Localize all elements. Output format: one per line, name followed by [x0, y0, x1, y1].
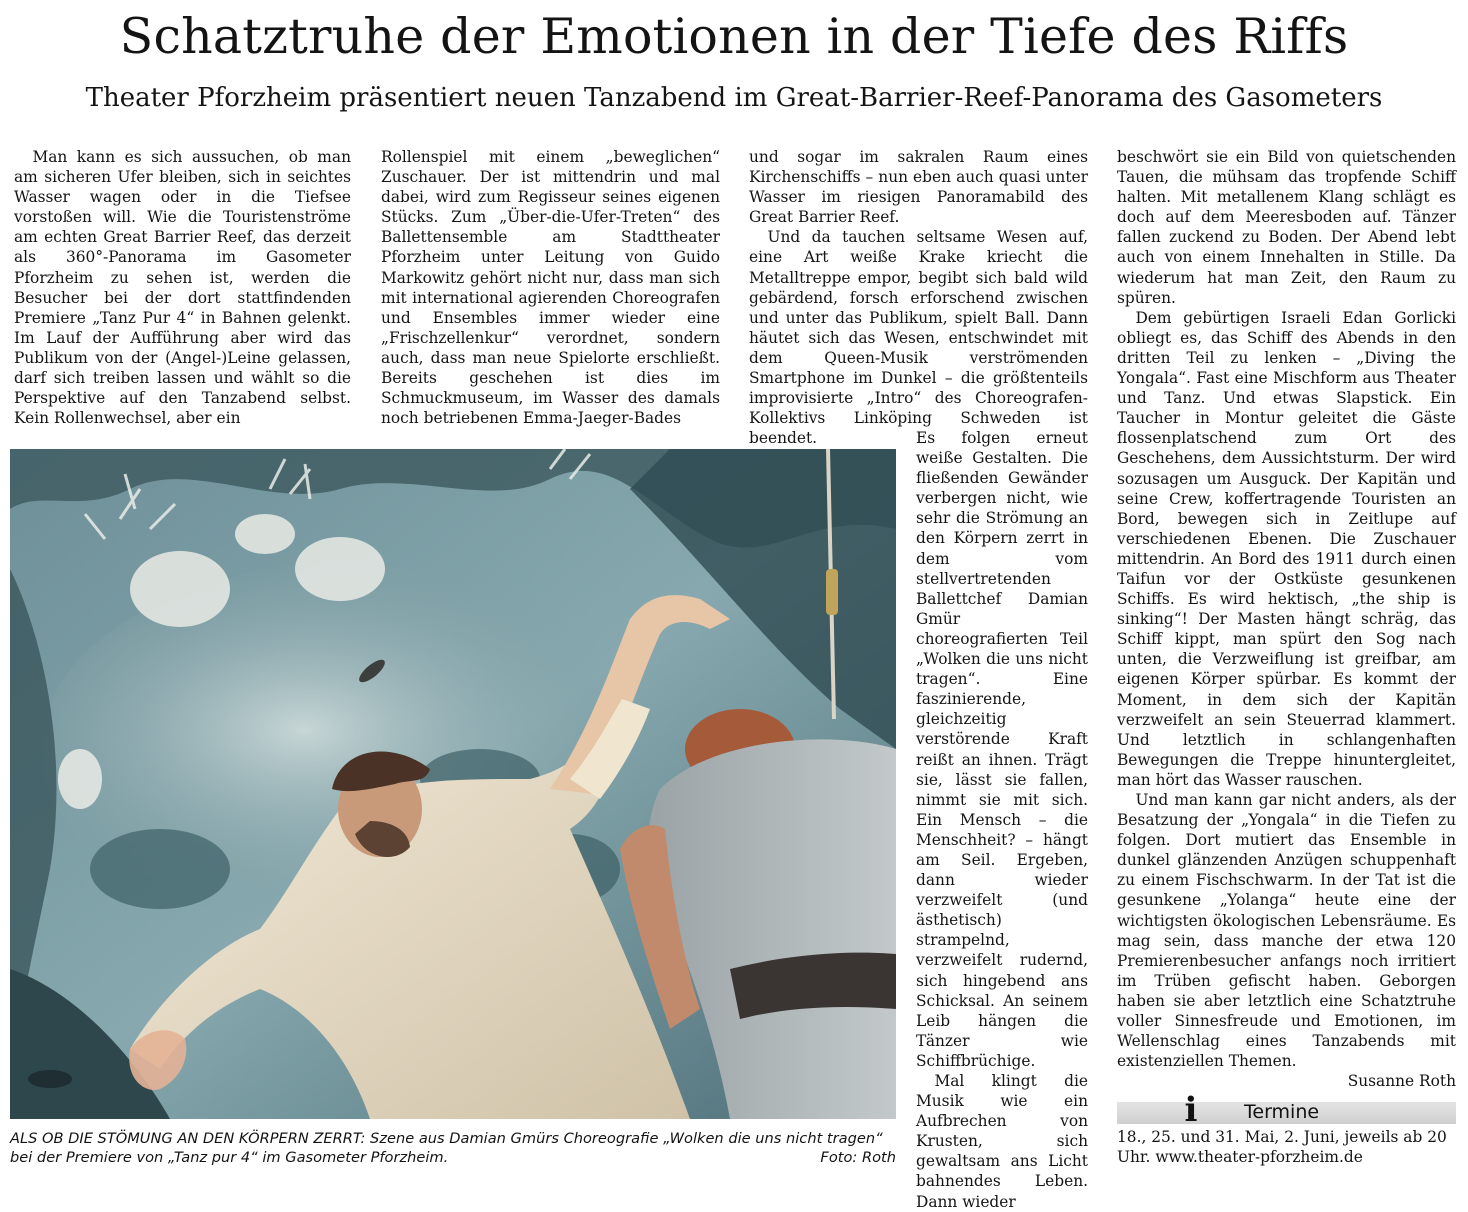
- reef-dance-scene-illustration: [10, 449, 896, 1119]
- article-column-3-narrow: [916, 428, 1088, 1212]
- author-byline: Susanne Roth: [1347, 1072, 1456, 1091]
- photo-credit: Foto: Roth: [820, 1149, 896, 1166]
- paragraph-5: Es folgen erneut weiße Gestalten. Die fließenden Gewänder verbergen nicht, wie sehr die Strömung an den Körpern zerrt in dem vom stellvertretenden Ballettchef Damian Gmür choreografierten Teil „Wolken die uns nicht tragen“. Eine faszinierende, gleichzeitig verstörende Kraft reißt an ihnen. Trägt sie, lässt sie fallen, nimmt sie mit sich. Ein Mensch – die Menschheit? – hängt am Seil. Ergeben, dann wieder verzweifelt (und ästhetisch) strampelnd, verzweifelt rudernd, sich hingebend ans Schicksal. An seinem Leib hängen die Tänzer wie Schiffbrüchige.: [916, 429, 1088, 1070]
- photo-caption: [10, 1129, 896, 1167]
- termine-label: Termine: [1244, 1101, 1320, 1123]
- article-column-1: [14, 147, 351, 428]
- paragraph-6: Mal klingt die Musik wie ein Aufbrechen von Krusten, sich gewaltsam ans Licht bahnendes Leben. Dann wieder: [916, 1072, 1088, 1211]
- paragraph-8: Dem gebürtigen Israeli Edan Gorlicki obliegt es, das Schiff des Abends in den dritten Teil zu lenken – „Diving the Yongala“. Fast eine Mischform aus Theater und Tanz. Und etwas Slapstick. Ein Taucher in Montur geleitet die Gäste flossenplatschend zum Ort des Geschehens, dem Aussichtsturm. Der wird sozusagen um Ausguck. Der Kapitän und seine Crew, koffertragende Touristen an Bord, bewegen sich in Zeitlupe auf verschiedenen Ebenen. Die Zuschauer mittendrin. An Bord des 1911 durch einen Taifun vor der Ostküste gesunkenen Schiffs. Es wird hektisch, „the ship is sinking“! Der Masten hängt schräg, das Schiff kippt, man spürt den Sog nach unten, die Verzweiflung ist greifbar, am eigenen Körper spürbar. Es kommt der Moment, in dem sich der Kapitän verzweifelt an sein Steuerrad klammert. Und letztlich in schlangenhaften Bewegungen die Treppe hinuntergleitet, man hört das Wasser rauschen.: [1117, 308, 1456, 789]
- paragraph-7: beschwört sie ein Bild von quietschenden Tauen, die mühsam das tropfende Schiff halten. Mit metallenem Klang schlägt es doch auf dem Meeresboden auf. Tänzer fallen zuckend zu Boden. Der Abend lebt auch von einem Innehalten in Stille. Da wiederum hat man Zeit, den Raum zu spüren.: [1117, 148, 1456, 307]
- headline: Schatztruhe der Emotionen in der Tiefe des Riffs: [119, 8, 1349, 65]
- paragraph-2: Rollenspiel mit einem „beweglichen“ Zuschauer. Der ist mittendrin und mal dabei, wird zum Regisseur seines eigenen Stücks. Zum „Über-die-Ufer-Treten“ des Ballettensemble am Stadttheater Pforzheim unter Leitung von Guido Markowitz gehört nicht nur, dass man sich mit international agierenden Choreografen und Ensembles immer wieder eine „Frischzellenkur“ verordnet, sondern auch, dass man neue Spielorte erschließt. Bereits geschehen ist dies im Schmuckmuseum, im Wasser des damals noch betriebenen Emma-Jaeger-Bades: [381, 148, 720, 428]
- article-photo: [10, 449, 896, 1119]
- paragraph-3: und sogar im sakralen Raum eines Kirchenschiffs – nun eben auch quasi unter Wasser im riesigen Panoramabild des Great Barrier Reef.: [749, 148, 1088, 227]
- termine-dates: 18., 25. und 31. Mai, 2. Juni, jeweils ab 20 Uhr. www.theater-pforzheim.de: [1117, 1128, 1447, 1167]
- article-column-3: [749, 147, 1088, 448]
- paragraph-4: Und da tauchen seltsame Wesen auf, eine Art weiße Krake kriecht die Metalltreppe empor, begibt sich bald wild gebärdend, forsch erforschend zwischen und unter das Publikum, spielt Ball. Dann häutet sich das Wesen, entschwindet mit dem Queen-Musik verströmenden Smartphone im Dunkel – die größtenteils improvisierte „Intro“ des Choreografen-Kollektivs Linköping Schweden ist beendet.: [749, 228, 1088, 448]
- article-column-4: [1117, 147, 1456, 1091]
- caption-text: ALS OB DIE STÖMUNG AN DEN KÖRPERN ZERRT: Szene aus Damian Gmürs Choreografie „Wolken die uns nicht tragen“ bei der Premiere von „Tanz pur 4“ im Gasometer Pforzheim.: [10, 1130, 883, 1166]
- article-column-2: [381, 147, 720, 428]
- paragraph-1: Man kann es sich aussuchen, ob man am sicheren Ufer bleiben, sich in seichtes Wasser wagen oder in die Tiefsee vorstoßen will. Wie die Touristenströme am echten Great Barrier Reef, das derzeit als 360°-Panorama im Gasometer Pforzheim zu sehen ist, werden die Besucher bei der dort stattfindenden Premiere „Tanz Pur 4“ in Bahnen gelenkt. Im Lauf der Aufführung aber wird das Publikum von der (Angel-)Leine gelassen, darf sich treiben lassen und wählt so die Perspektive auf den Tanzabend selbst. Kein Rollenwechsel, aber ein: [14, 148, 351, 428]
- paragraph-9: Und man kann gar nicht anders, als der Besatzung der „Yongala“ in die Tiefen zu folgen. Dort mutiert das Ensemble in dunkel glänzenden Anzügen schuppenhaft zu einem Fischschwarm. In der Tat ist die gesunkene „Yolanga“ heute eine der wichtigsten ökologischen Lebensräume. Es mag sein, dass manche der etwa 120 Premierenbesucher anfangs noch irritiert im Trüben gefischt haben. Geborgen haben sie aber letztlich eine Schatztruhe voller Sinnesfreude und Emotionen, im Wellenschlag eines Tanzabends mit existenziellen Themen.: [1117, 791, 1456, 1071]
- info-icon: i: [1184, 1090, 1198, 1130]
- subheadline: Theater Pforzheim präsentiert neuen Tanzabend im Great-Barrier-Reef-Panorama des Gasometers: [85, 83, 1383, 113]
